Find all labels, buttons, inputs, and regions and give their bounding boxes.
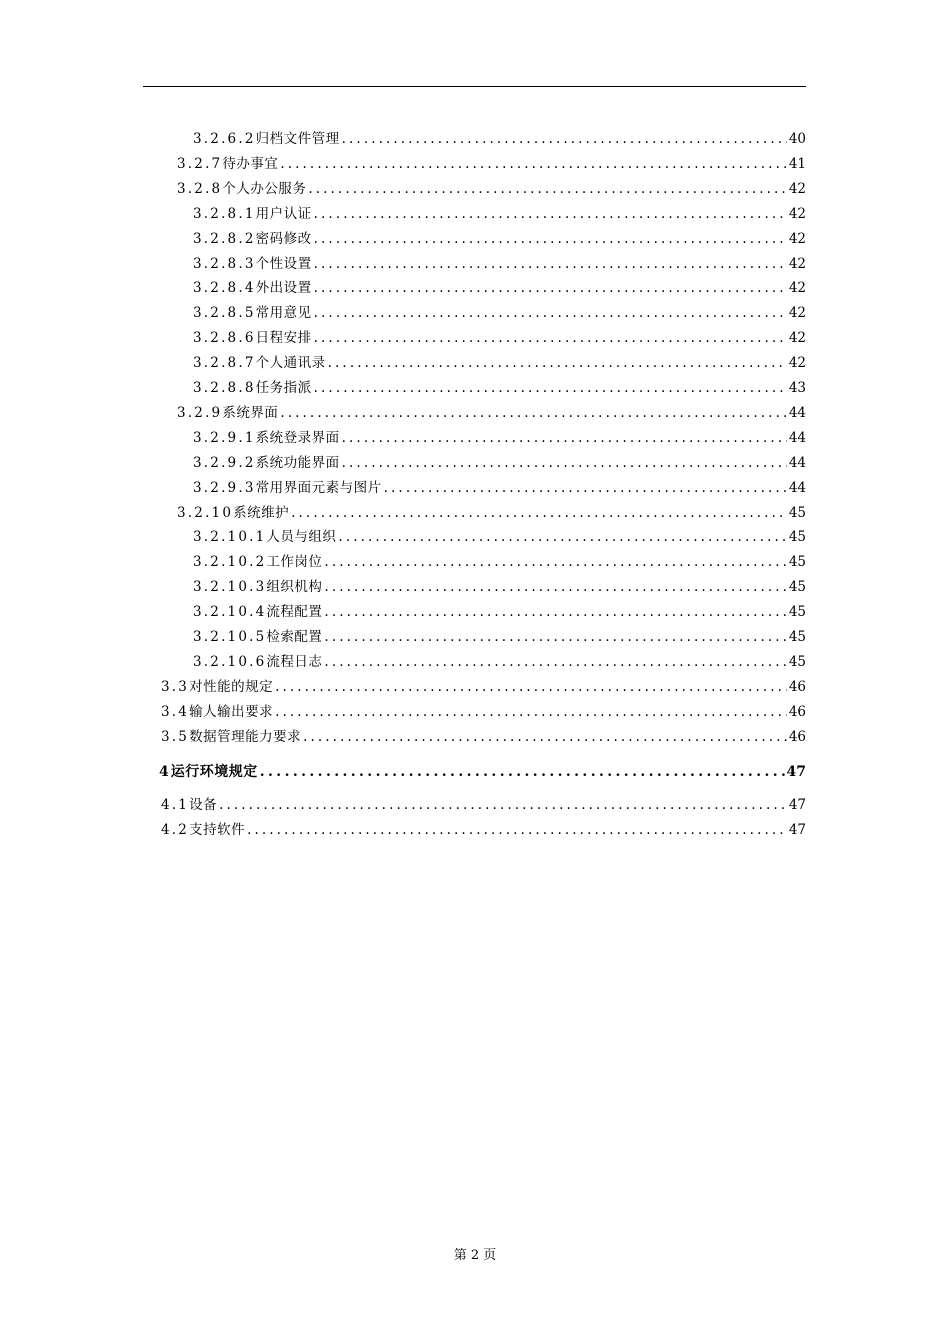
- toc-entry-title: 设备: [189, 797, 218, 814]
- toc-entry-page: 45: [788, 554, 806, 571]
- toc-entry-page: 47: [786, 763, 806, 780]
- toc-dot-leader: [314, 254, 787, 274]
- toc-entry-title: 系统功能界面: [255, 454, 340, 471]
- toc-dot-leader: [314, 229, 787, 249]
- toc-entry[interactable]: [193, 602, 806, 622]
- toc-entry[interactable]: [193, 428, 806, 448]
- toc-entry-title: 外出设置: [255, 280, 312, 297]
- toc-entry[interactable]: [193, 204, 806, 224]
- toc-entry-page: 45: [788, 579, 806, 596]
- toc-dot-leader: [303, 727, 787, 747]
- toc-dot-leader: [308, 179, 786, 199]
- toc-entry-number: 3.2.8.8: [193, 380, 256, 396]
- toc-entry-page: 42: [788, 180, 806, 197]
- toc-dot-leader: [280, 403, 786, 423]
- toc-dot-leader: [260, 762, 785, 782]
- toc-entry[interactable]: [193, 129, 806, 149]
- header-rule: [143, 86, 806, 87]
- toc-dot-leader: [314, 204, 787, 224]
- toc-entry-number: 3.2.10.5: [193, 629, 267, 645]
- toc-entry-number: 3.2.10.2: [193, 554, 267, 571]
- toc-entry-number: 3.2.9.2: [193, 454, 256, 471]
- toc-entry-title: 常用意见: [255, 305, 312, 322]
- toc-entry-page: 44: [788, 454, 806, 471]
- toc-entry-title: 系统界面: [222, 404, 279, 421]
- toc-entry-number: 3.2.8.5: [193, 305, 256, 322]
- toc-entry-page: 47: [788, 797, 806, 814]
- toc-entry-page: 44: [788, 429, 806, 446]
- toc-entry[interactable]: [159, 762, 806, 782]
- toc-entry[interactable]: [193, 328, 806, 348]
- toc-dot-leader: [324, 552, 786, 572]
- toc-entry-number: 3.2.9.1: [193, 429, 256, 446]
- toc-entry-number: 3.2.8.2: [193, 230, 256, 247]
- toc-entry-number: 3.2.10: [177, 504, 234, 521]
- toc-entry-page: 46: [788, 703, 806, 720]
- toc-dot-leader: [342, 129, 787, 149]
- toc-entry-page: 45: [788, 604, 806, 621]
- toc-entry-title: 数据管理能力要求: [189, 728, 302, 745]
- toc-entry-title: 任务指派: [255, 380, 312, 396]
- toc-entry-number: 3.2.9: [177, 404, 223, 421]
- toc-entry-page: 47: [788, 822, 806, 839]
- toc-entry-page: 42: [788, 355, 806, 372]
- toc-dot-leader: [314, 278, 787, 298]
- toc-entry[interactable]: [193, 577, 806, 597]
- toc-entry-page: 46: [788, 728, 806, 745]
- toc-entry-page: 45: [788, 504, 806, 521]
- toc-entry[interactable]: [177, 154, 806, 174]
- toc-entry-title: 系统维护: [233, 504, 290, 521]
- toc-entry-title: 输人输出要求: [189, 703, 274, 720]
- toc-entry-number: 3.2.8.1: [193, 205, 256, 222]
- toc-dot-leader: [314, 328, 787, 348]
- toc-entry-number: 3.2.8.3: [193, 255, 256, 272]
- toc-dot-leader: [247, 820, 787, 840]
- toc-entry-page: 40: [788, 131, 806, 147]
- toc-entry-number: 3.3: [161, 678, 190, 695]
- toc-entry[interactable]: [193, 627, 806, 647]
- toc-entry-title: 人员与组织: [266, 529, 337, 546]
- toc-entry-title: 系统登录界面: [255, 429, 340, 446]
- toc-entry[interactable]: [177, 403, 806, 423]
- toc-entry-number: 3.2.8: [177, 180, 223, 197]
- toc-entry-number: 3.2.10.4: [193, 604, 267, 621]
- toc-entry-title: 用户认证: [255, 205, 312, 222]
- toc-entry[interactable]: [161, 702, 806, 722]
- toc-entry-number: 3.5: [161, 728, 190, 745]
- toc-entry-title: 待办事宜: [222, 155, 279, 172]
- toc-entry-page: 42: [788, 280, 806, 297]
- toc-entry-title: 流程配置: [266, 604, 323, 621]
- toc-entry[interactable]: [177, 503, 806, 523]
- toc-entry-number: 3.2.8.7: [193, 355, 256, 372]
- toc-dot-leader: [275, 677, 787, 697]
- toc-entry-page: 44: [788, 404, 806, 421]
- toc-entry[interactable]: [193, 229, 806, 249]
- toc-entry-number: 3.2.6.2: [193, 131, 256, 147]
- toc-entry-number: 3.2.10.6: [193, 653, 267, 670]
- toc-entry-title: 对性能的规定: [189, 678, 274, 695]
- toc-dot-leader: [275, 702, 787, 722]
- toc-dot-leader: [314, 378, 787, 398]
- toc-entry[interactable]: [193, 303, 806, 323]
- toc-entry-title: 个人办公服务: [222, 180, 307, 197]
- toc-dot-leader: [291, 503, 787, 523]
- toc-entry[interactable]: [161, 727, 806, 747]
- toc-entry-title: 流程日志: [266, 653, 323, 670]
- toc-entry[interactable]: [193, 254, 806, 274]
- toc-entry-page: 42: [788, 305, 806, 322]
- toc-entry-title: 检索配置: [266, 629, 323, 645]
- toc-entry[interactable]: [193, 378, 806, 398]
- toc-entry-number: 4.1: [161, 797, 190, 814]
- toc-entry-number: 3.2.10.3: [193, 579, 267, 596]
- toc-entry[interactable]: [161, 795, 806, 815]
- toc-entry[interactable]: [193, 453, 806, 473]
- toc-entry-title: 日程安排: [255, 330, 312, 347]
- toc-entry-page: 42: [788, 205, 806, 222]
- toc-entry[interactable]: [161, 820, 806, 840]
- toc-entry-number: 4: [159, 763, 169, 780]
- toc-entry-title: 支持软件: [189, 822, 246, 839]
- toc-entry[interactable]: [193, 552, 806, 572]
- toc-entry-page: 45: [788, 529, 806, 546]
- toc-entry-title: 密码修改: [255, 230, 312, 247]
- toc-entry[interactable]: [193, 353, 806, 373]
- toc-dot-leader: [219, 795, 787, 815]
- toc-dot-leader: [384, 478, 787, 498]
- toc-entry-number: 3.2.7: [177, 155, 223, 172]
- toc-entry-title: 个人通讯录: [255, 355, 326, 372]
- toc-dot-leader: [314, 303, 787, 323]
- toc-dot-leader: [324, 652, 786, 672]
- toc-entry-page: 42: [788, 255, 806, 272]
- toc-dot-leader: [338, 527, 786, 547]
- toc-entry-page: 45: [788, 629, 806, 645]
- toc-entry-title: 归档文件管理: [255, 131, 340, 147]
- toc-entry-title: 组织机构: [266, 579, 323, 596]
- toc-dot-leader: [342, 453, 787, 473]
- toc-dot-leader: [328, 353, 787, 373]
- toc-entry-number: 3.2.8.4: [193, 280, 256, 297]
- toc-dot-leader: [342, 428, 787, 448]
- toc-entry-page: 42: [788, 330, 806, 347]
- toc-dot-leader: [324, 602, 786, 622]
- toc-entry-page: 43: [788, 380, 806, 396]
- toc-entry-page: 41: [788, 155, 806, 172]
- toc-dot-leader: [280, 154, 786, 174]
- toc-entry-number: 3.2.8.6: [193, 330, 256, 347]
- toc-entry[interactable]: [193, 478, 806, 498]
- toc-entry-page: 45: [788, 653, 806, 670]
- toc-entry-title: 运行环境规定: [170, 763, 258, 780]
- toc-entry-page: 44: [788, 479, 806, 496]
- toc-dot-leader: [324, 577, 786, 597]
- toc-entry-title: 个性设置: [255, 255, 312, 272]
- toc-entry-page: 42: [788, 230, 806, 247]
- toc-entry[interactable]: [177, 179, 806, 199]
- toc-entry[interactable]: [193, 278, 806, 298]
- toc-entry-title: 常用界面元素与图片: [255, 479, 382, 496]
- toc-entry-number: 3.2.10.1: [193, 529, 267, 546]
- toc-entry[interactable]: [161, 677, 806, 697]
- toc-entry[interactable]: [193, 652, 806, 672]
- page-footer: 第 2 页: [453, 1248, 497, 1263]
- toc-entry-title: 工作岗位: [266, 554, 323, 571]
- toc-entry-number: 3.2.9.3: [193, 479, 256, 496]
- toc-entry-number: 4.2: [161, 822, 190, 839]
- toc-entry[interactable]: [193, 527, 806, 547]
- toc-entry-page: 46: [788, 678, 806, 695]
- toc-entry-number: 3.4: [161, 703, 190, 720]
- toc-dot-leader: [324, 627, 786, 647]
